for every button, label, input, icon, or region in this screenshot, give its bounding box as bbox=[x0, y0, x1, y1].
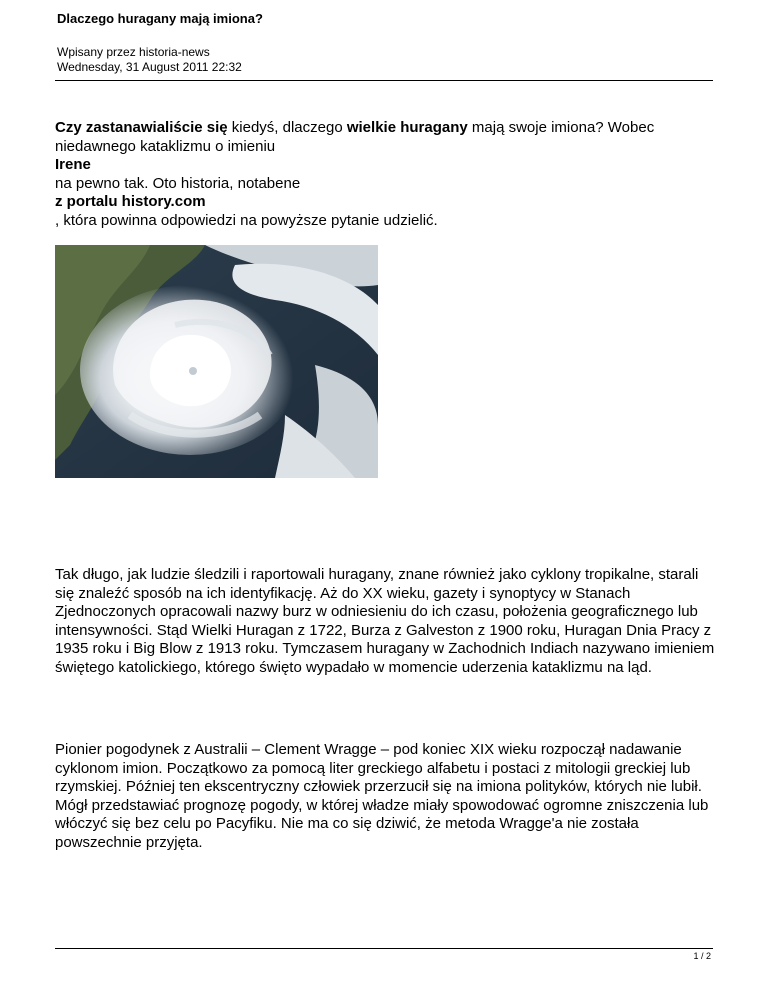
hurricane-satellite-image bbox=[55, 245, 378, 478]
paragraph-history: Tak długo, jak ludzie śledzili i raportowali huragany, znane również jako cyklony tropikalne, starali się znaleźć sposób na ich identyfikację. Aż do XX wieku, gazety i synoptycy w Stanach Zjednoczonych opracowali nazwy burz w odniesieniu do ich czasu, położenia geograficznego lub intensywności. Stąd Wielki Huragan z 1722, Burza z Galveston z 1900 roku, Huragan Dnia Pracy z 1935 roku i Big Blow z 1913 roku. Tymczasem huragany w Zachodnich Indiach nazywano imieniem świętego katolickiego, którego święto wypadało w momencie uderzenia kataklizmu na ląd. bbox=[55, 566, 715, 676]
intro-line-2: niedawnego kataklizmu o imieniu bbox=[55, 137, 276, 155]
header-divider bbox=[55, 80, 713, 81]
page-title: Dlaczego huragany mają imiona? bbox=[57, 11, 263, 26]
date-line: Wednesday, 31 August 2011 22:32 bbox=[57, 60, 242, 74]
source-link[interactable]: z portalu history.com bbox=[55, 193, 206, 210]
page-number: 1 / 2 bbox=[693, 951, 711, 961]
intro-text-1: kiedyś, dlaczego bbox=[227, 119, 347, 136]
storm-name: Irene bbox=[55, 156, 91, 173]
footer-divider bbox=[55, 948, 713, 949]
author-line: Wpisany przez historia-news bbox=[57, 45, 210, 59]
article-meta bbox=[57, 45, 242, 75]
intro-line-6: , która powinna odpowiedzi na powyższe pytanie udzielić. bbox=[55, 211, 438, 229]
intro-paragraph bbox=[55, 119, 715, 230]
intro-bold-1: Czy zastanawialiście się bbox=[55, 119, 228, 136]
paragraph-wragge: Pionier pogodynek z Australii – Clement Wragge – pod koniec XIX wieku rozpoczął nadawanie cyklonom imion. Początkowo za pomocą liter greckiego alfabetu i postaci z mitologii greckiej lub rzymskiej. Później ten ekscentryczny człowiek przerzucił się na imiona polityków, których nie lubił. Mógł przedstawiać prognozę pogody, w której władze miały spowodować ogromne zniszczenia lub włóczyć się bez celu po Pacyfiku. Nie ma co się dziwić, że metoda Wragge'a nie została powszechnie przyjęta. bbox=[55, 741, 709, 851]
intro-line-4: na pewno tak. Oto historia, notabene bbox=[55, 174, 301, 192]
intro-bold-2: wielkie huragany bbox=[346, 119, 468, 136]
intro-line-1 bbox=[55, 119, 715, 138]
intro-text-2: mają swoje imiona? Wobec bbox=[467, 119, 655, 136]
